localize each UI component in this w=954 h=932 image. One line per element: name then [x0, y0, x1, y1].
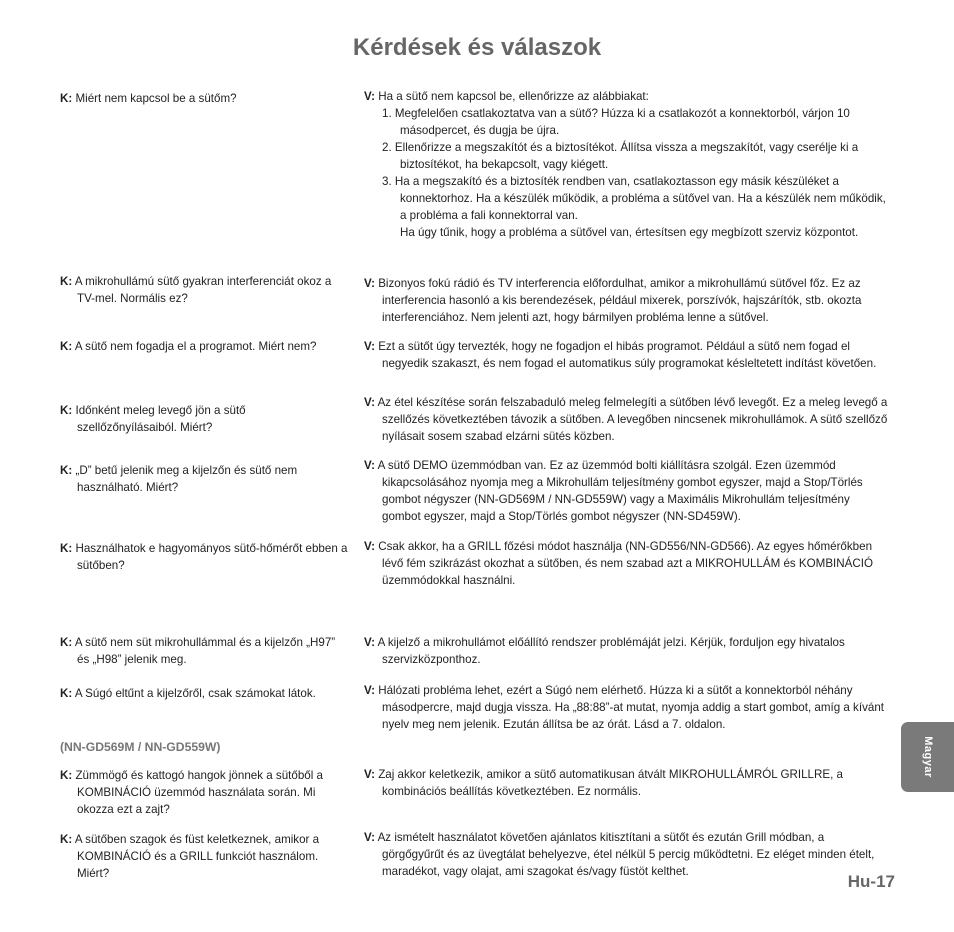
- question-demo-mode: K: „D” betű jelenik meg a kijelzőn és sütő nem használható. Miért?: [60, 464, 298, 494]
- answer-smoke: V: Az ismételt használatot követően ajánlatos kitisztítani a sütőt és ezután Grill módban, a görgőgyűrűt és az üvegtálat behelyezve, étel nélkül 5 percig működtetni. Ez eléget minden ételt, maradékot, vagy olajat, ami szagokat és/vagy füstöt kelthet.: [364, 831, 875, 878]
- answer-power: V: Ha a sütő nem kapcsol be, ellenőrizze az alábbiakat: 1. Megfelelően csatlakoztatva van a sütő? Húzza ki a csatlakozót a konnektorból, várjon 10 másodpercet, és dugja be újra. 2. Ellenőrizze a megszakítót és a biztosítékot. Állítsa vissza a megszakítót, vagy cserélje ki a biztosítékot, ha bekapcsolt, vagy kiégett. 3. Ha a megszakító és a biztosíték rendben van, csatlakoztasson egy másik készüléket a konnektorhoz. Ha a készülék működik, a probléma a sütővel van. Ha a készülék nem működik, a probléma a fali konnektorral van. Ha úgy tűnik, hogy a probléma a sütővel van, értesítsen egy megbízott szerviz központot.: [364, 88, 889, 241]
- model-subheading: (NN-GD569M / NN-GD559W): [60, 740, 221, 754]
- page-title: Kérdések és válaszok: [352, 34, 602, 61]
- answer-program: V: Ezt a sütőt úgy tervezték, hogy ne fogadjon el hibás programot. Például a sütő nem fogad el negyedik szakaszt, és nem fogad el automatikus súly programokat késleltetett indítást követően.: [364, 340, 877, 370]
- answer-step-2: 2. Ellenőrizze a megszakítót és a biztosítékot. Állítsa vissza a megszakítót, vagy cserélje ki a biztosítékot, ha bekapcsolt, vagy kiégett.: [382, 141, 859, 171]
- question-tv-interference: K: A mikrohullámú sütő gyakran interferenciát okoz a TV-mel. Normális ez?: [60, 275, 332, 305]
- answer-note: Ha úgy tűnik, hogy a probléma a sütővel van, értesítsen egy megbízott szerviz központot.: [400, 226, 859, 239]
- answer-warm-air: V: Az étel készítése során felszabaduló meleg felmelegíti a sütőben lévő levegőt. Ez a meleg levegő a szellőzés következtében távozik a sütőben. A levegőben nincsenek mikrohullámok. A sütő szellőző nyílásait sosem szabad elzárni sütés közben.: [364, 396, 888, 443]
- language-tab-label: Magyar: [921, 736, 934, 778]
- answer-tv-interference: V: Bizonyos fokú rádió és TV interferencia előfordulhat, amikor a mikrohullámú sütővel főz. Ez az interferencia hasonló a kis berendezések, például mixerek, porszívók, hajszárítók, stb. okozta interferenciához. Nem jelenti azt, hogy bármilyen probléma lenne a sütővel.: [364, 277, 862, 324]
- question-smoke: K: A sütőben szagok és füst keletkeznek, amikor a KOMBINÁCIÓ és a GRILL funkciót használom. Miért?: [60, 833, 320, 880]
- language-tab: [901, 722, 954, 792]
- question-thermometer: K: Használhatok e hagyományos sütő-hőmérőt ebben a sütőben?: [60, 542, 348, 572]
- question-warm-air: K: Időnként meleg levegő jön a sütő szellőzőnyílásaiból. Miért?: [60, 404, 246, 434]
- answer-thermometer: V: Csak akkor, ha a GRILL főzési módot használja (NN-GD556/NN-GD566). Az egyes hőmérőkben lévő fém szikrázást okozhat a sütőben, és nem szabad azt a MIKROHULLÁM és KOMBINÁCIÓ üzemmódokkal használni.: [364, 540, 873, 587]
- question-h97-h98: K: A sütő nem süt mikrohullámmal és a kijelzőn „H97” és „H98” jelenik meg.: [60, 636, 336, 666]
- answer-h97-h98: V: A kijelző a mikrohullámot előállító rendszer problémáját jelzi. Kérjük, forduljon egy hivatalos szervizközponthoz.: [364, 636, 845, 666]
- answer-step-1: 1. Megfelelően csatlakoztatva van a sütő? Húzza ki a csatlakozót a konnektorból, várjon 10 másodpercet, és dugja be újra.: [382, 107, 850, 137]
- answer-step-3: 3. Ha a megszakító és a biztosíték rendben van, csatlakoztasson egy másik készüléket a konnektorhoz. Ha a készülék működik, a probléma a sütővel van. Ha a készülék nem működik, a probléma a fali konnektorral van.: [382, 175, 886, 222]
- question-power: K: Miért nem kapcsol be a sütőm?: [60, 92, 237, 105]
- question-noise: K: Zümmögő és kattogó hangok jönnek a sütőből a KOMBINÁCIÓ üzemmód használata során. Mi okozza ezt a zajt?: [60, 769, 323, 816]
- question-help-missing: K: A Súgó eltűnt a kijelzőről, csak számokat látok.: [60, 687, 316, 700]
- answer-help-missing: V: Hálózati probléma lehet, ezért a Súgó nem elérhető. Húzza ki a sütőt a konnektorból néhány másodpercre, majd dugja vissza. Ha „88:88”-at mutat, nyomja addig a start gombot, amíg a kívánt nyelv meg nem jelenik. Ezután állítsa be az órát. Lásd a 7. oldalon.: [364, 684, 884, 731]
- question-program: K: A sütő nem fogadja el a programot. Miért nem?: [60, 340, 317, 353]
- answer-demo-mode: V: A sütő DEMO üzemmódban van. Ez az üzemmód bolti kiállításra szolgál. Ezen üzemmód kikapcsolásához nyomja meg a Mikrohullám teljesítmény gombot egyszer, majd a Stop/Törlés gombot négyszer (NN-GD569M / NN-GD559W) vagy a Maximális Mikrohullám teljesítmény gombot egyszer, majd a Stop/Törlés gombot négyszer (NN-SD459W).: [364, 459, 863, 523]
- answer-noise: V: Zaj akkor keletkezik, amikor a sütő automatikusan átvált MIKROHULLÁMRÓL GRILLRE, a kombinációs beállítás következtében. Ez normális.: [364, 768, 843, 798]
- page-number: Hu-17: [847, 872, 895, 891]
